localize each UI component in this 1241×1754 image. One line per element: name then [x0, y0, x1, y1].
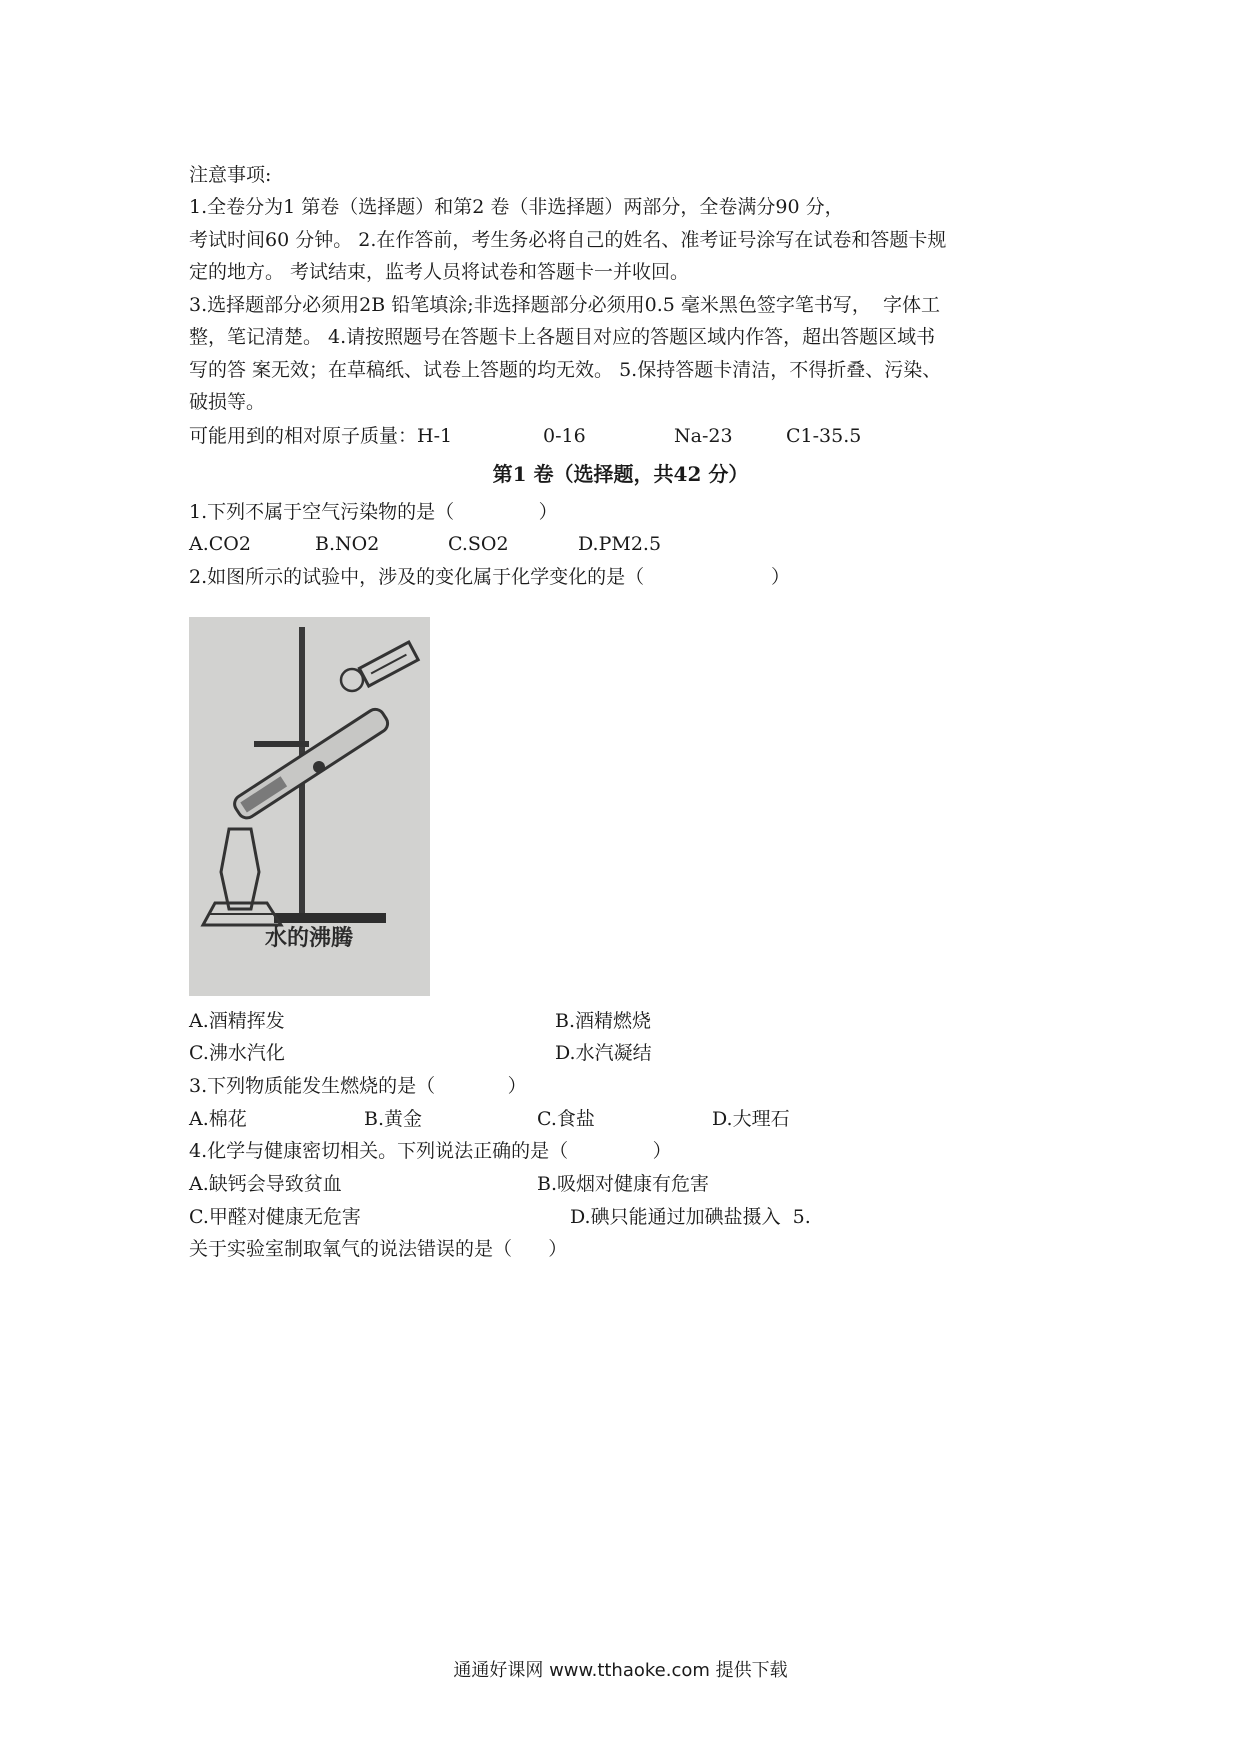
- atomic-mass-cl: C1-35.5: [786, 425, 862, 447]
- q3-option-d: D.大理石: [712, 1108, 790, 1130]
- notice-line-1: 1.全卷分为1 第卷（选择题）和第2 卷（非选择题）两部分，全卷满分90 分，: [189, 196, 844, 218]
- notice-heading: 注意事项:: [189, 164, 272, 186]
- notice-line-7: 破损等。: [189, 391, 266, 413]
- q1-option-c: C.SO2: [448, 533, 509, 555]
- q4-option-a: A.缺钙会导致贫血: [189, 1173, 342, 1195]
- q3-option-b: B.黄金: [364, 1108, 423, 1130]
- q2-stem: 2.如图所示的试验中，涉及的变化属于化学变化的是（ ）: [189, 566, 790, 588]
- notice-line-3: 定的地方。 考试结束，监考人员将试卷和答题卡一并收回。: [189, 261, 690, 283]
- q4-stem: 4.化学与健康密切相关。下列说法正确的是（ ）: [189, 1140, 672, 1162]
- q4-option-c: C.甲醛对健康无危害: [189, 1206, 361, 1228]
- q5-stem: 关于实验室制取氧气的说法错误的是（ ）: [189, 1238, 568, 1260]
- q2-option-a: A.酒精挥发: [189, 1010, 285, 1032]
- notice-line-6: 写的答 案无效；在草稿纸、试卷上答题的均无效。 5.保持答题卡清洁，不得折叠、污染、: [189, 359, 942, 381]
- figure-caption: 水的沸腾: [264, 925, 354, 951]
- q3-option-c: C.食盐: [537, 1108, 595, 1130]
- q3-stem: 3.下列物质能发生燃烧的是（ ）: [189, 1075, 527, 1097]
- atomic-mass-label: 可能用到的相对原子质量：H-1: [189, 425, 453, 447]
- q3-option-a: A.棉花: [189, 1108, 247, 1130]
- atomic-mass-na: Na-23: [674, 425, 733, 447]
- apparatus-drawing: [189, 617, 430, 996]
- q2-option-b: B.酒精燃烧: [555, 1010, 652, 1032]
- notice-line-2: 考试时间60 分钟。 2.在作答前，考生务必将自己的姓名、准考证号涂写在试卷和答题卡规: [189, 229, 947, 251]
- q4-option-b: B.吸烟对健康有危害: [537, 1173, 710, 1195]
- notice-line-5: 整，笔记清楚。 4.请按照题号在答题卡上各题目对应的答题区域内作答，超出答题区域书: [189, 326, 936, 348]
- q2-option-d: D.水汽凝结: [555, 1042, 652, 1064]
- q4-option-d: D.碘只能通过加碘盐摄入 5.: [570, 1206, 811, 1228]
- q2-option-c: C.沸水汽化: [189, 1042, 285, 1064]
- notice-line-4: 3.选择题部分必须用2B 铅笔填涂;非选择题部分必须用0.5 毫米黑色签字笔书写， 字体工: [189, 294, 940, 316]
- section-title: 第1 卷（选择题，共42 分）: [492, 462, 749, 486]
- q1-stem: 1.下列不属于空气污染物的是（ ）: [189, 501, 558, 523]
- q1-option-b: B.NO2: [315, 533, 380, 555]
- atomic-mass-o: 0-16: [543, 425, 586, 447]
- q1-option-a: A.CO2: [189, 533, 251, 555]
- footer-download-note: 通通好课网 www.tthaoke.com 提供下载: [453, 1660, 788, 1681]
- boiling-water-figure: [189, 617, 430, 996]
- q1-option-d: D.PM2.5: [578, 533, 662, 555]
